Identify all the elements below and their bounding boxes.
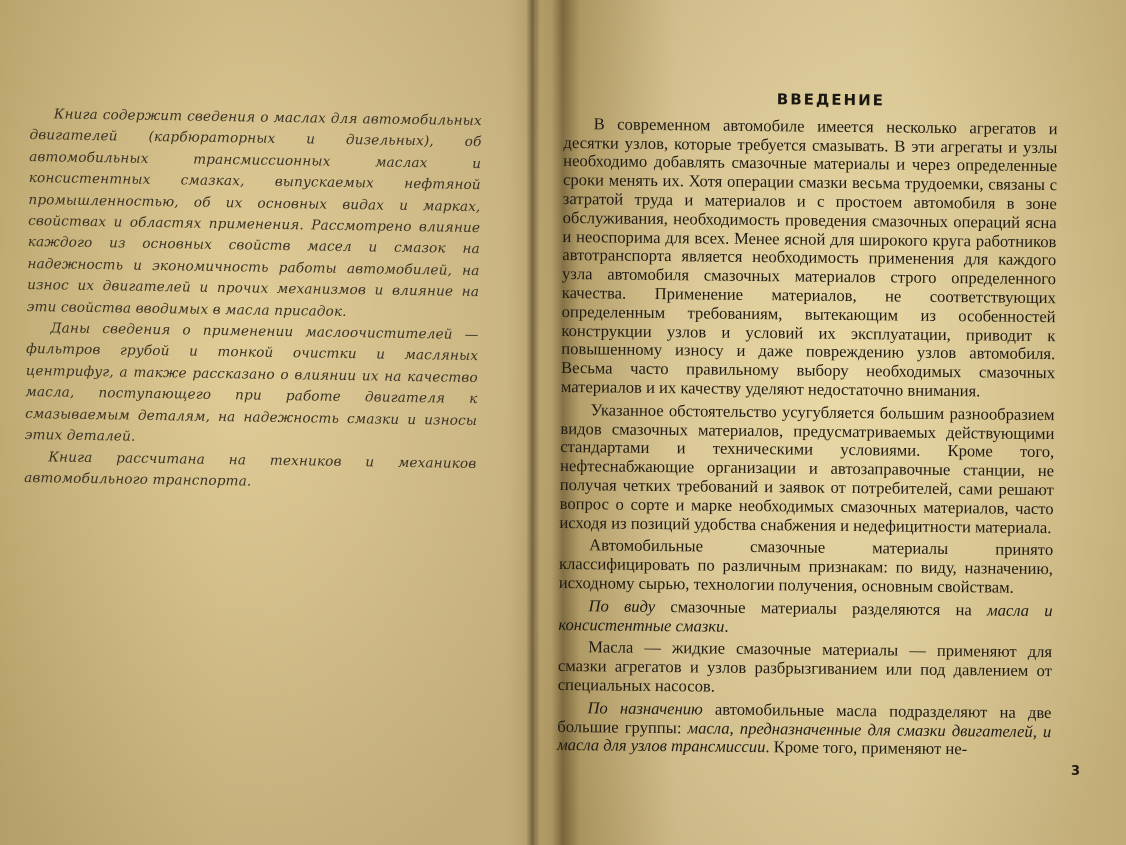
- paragraph-6-text: автомобильные масла подразделяют на две большие группы:: [557, 699, 1052, 737]
- annotation-paragraph-1: Книга содержит сведения о маслах для автомобильных двигателей (карбюраторных и дизельных), об автомобильных трансмиссионных маслах и консистентных смазках, выпускаемых нефтяной промышленностью, об их основных видах и марках, свойствах и областях применения. Рассмотрено влияние каждого из основных свойств масел и смазок на надежность и экономичность работы автомобилей, на износ их двигателей и прочих механизмов и влияние на эти свойства вводимых в масла присадок.: [26, 106, 482, 320]
- intro-paragraph-5: Масла — жидкие смазочные материалы — применяют для смазки агрегатов и узлов разбрызгиванием или под давлением от специальных насосов.: [557, 637, 1053, 696]
- annotation-paragraph-2: Даны сведения о применении маслоочистителей — фильтров грубой и тонкой очистки и масляных центрифуг, а также рассказано о влиянии их на качество масла, поступающего при работе двигателя к смазываемым деталям, на надежность смазки и износы этих деталей.: [24, 320, 479, 445]
- introduction-heading: ВВЕДЕНИЕ: [776, 90, 886, 110]
- emphasis-oil-groups: масла, предназначенные для смазки двигателей, и масла для узлов трансмиссии: [557, 717, 1052, 757]
- introduction-section: [557, 88, 1058, 764]
- page-number: 3: [1071, 764, 1081, 779]
- left-page: [0, 0, 533, 845]
- right-page: [536, 0, 1126, 845]
- emphasis-oils-and-greases: масла и консистентные смазки: [558, 600, 1053, 636]
- annotation-paragraph-3: Книга рассчитана на техников и механиков автомобильного транспорта.: [24, 448, 477, 490]
- intro-paragraph-2: Указанное обстоятельство усугубляется большим разнообразием видов смазочных материалов, предусматриваемых действующими стандартами и техническими условиями. Кроме того, нефтеснабжающие организации и автозаправочные станции, не получая четких требований и заявок от потребителей, сами решают вопрос о сорте и марке необходимых смазочных материалов, часто исходя из позиций удобства снабжения и недефицитности материала.: [559, 400, 1055, 537]
- paragraph-4-text: смазочные материалы разделяются на: [655, 596, 988, 620]
- paragraph-6-end: . Кроме того, применяют не-: [765, 737, 968, 759]
- intro-paragraph-4: [558, 597, 1052, 640]
- intro-paragraph-6: [557, 699, 1052, 761]
- intro-paragraph-1: В современном автомобиле имеется несколько агрегатов и десятки узлов, которые требуется смазывать. В эти агрегаты и узлы необходимо добавлять смазочные материалы и через определенные сроки менять их. Хотя операции смазки весьма трудоемки, связаны с затратой труда и материалов и с простоем автомобиля в зоне обслуживания, необходимость проведения смазочных операций ясна и неоспорима для всех. Менее ясной для широкого круга работников автотранспорта является необходимость применения для каждого узла автомобиля смазочных материалов строго определенного качества. Применение материалов, не соответствующих определенным требованиям, вытекающим из особенностей конструкции узлов и условий их эксплуатации, приводит к повышенному износу и даже повреждению узлов автомобиля. Весьма часто правильному выбору необходимых смазочных материалов и их качеству уделяют недостаточно внимания.: [560, 114, 1058, 401]
- book-annotation: [24, 104, 482, 496]
- intro-paragraph-3: Автомобильные смазочные материалы принято классифицировать по различным признакам: по виду, назначению, исходному сырью, технологии получения, основным свойствам.: [558, 535, 1054, 597]
- paragraph-4-end: .: [724, 616, 729, 636]
- emphasis-by-type: По виду: [588, 596, 656, 616]
- emphasis-by-purpose: По назначению: [587, 697, 703, 719]
